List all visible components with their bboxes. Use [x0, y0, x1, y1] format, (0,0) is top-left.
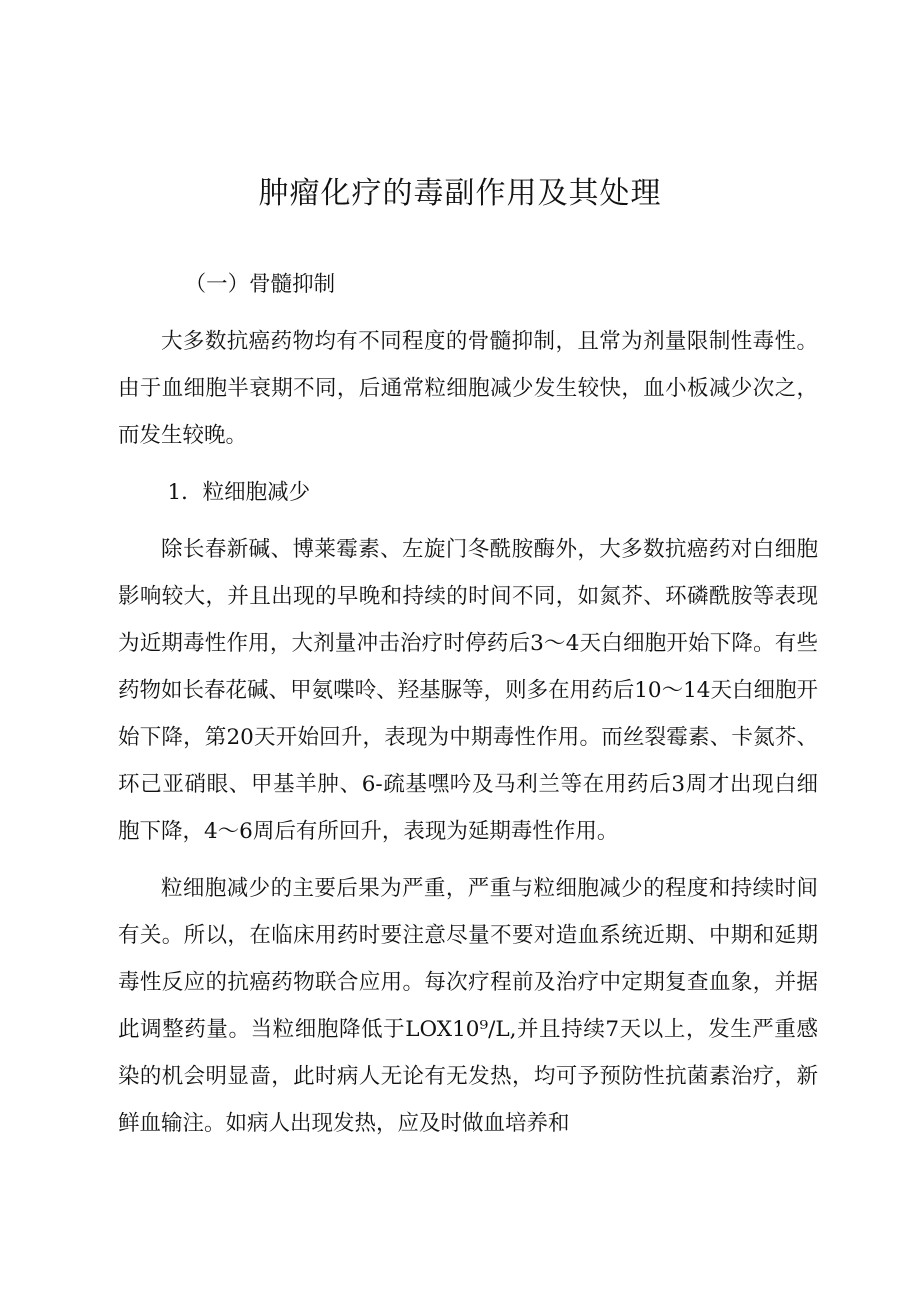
document-body [118, 261, 818, 1147]
paragraph-intro: 大多数抗癌药物均有不同程度的骨髓抑制，且常为剂量限制性毒性。由于血细胞半衰期不同，后通常粒细胞减少发生较快，血小板减少次之，而发生较晚。 [118, 329, 818, 448]
sub-heading: 1．粒细胞减少 [167, 480, 311, 505]
document-title: 肿瘤化疗的毒副作用及其处理 [258, 176, 662, 211]
paragraph-granulocyte-drugs: 除长春新碱、博莱霉素、左旋门冬酰胺酶外，大多数抗癌药对白细胞影响较大，并且出现的早晚和持续的时间不同，如氮芥、环磷酰胺等表现为近期毒性作用，大剂量冲击治疗时停药后3～4天白细胞开始下降。有些药物如长春花碱、甲氨喋呤、羟基脲等，则多在用药后10～14天白细胞开始下降，第20天开始回升，表现为中期毒性作用。而丝裂霉素、卡氮芥、环己亚硝眼、甲基羊肿、6-疏基嘿吟及马利兰等在用药后3周才出现白细胞下降，4～6周后有所回升，表现为延期毒性作用。 [118, 537, 818, 844]
section-heading: （一）骨髓抑制 [184, 272, 336, 297]
paragraph-granulocyte-consequences: 粒细胞减少的主要后果为严重，严重与粒细胞减少的程度和持续时间有关。所以，在临床用药时要注意尽量不要对造血系统近期、中期和延期毒性反应的抗癌药物联合应用。每次疗程前及治疗中定期复查血象，并据此调整药量。当粒细胞降低于LOX10⁹/L,并且持续7天以上，发生严重感染的机会明显啬，此时病人无论有无发热，均可予预防性抗菌素治疗，新鲜血输注。如病人出现发热，应及时做血培养和 [118, 876, 818, 1136]
